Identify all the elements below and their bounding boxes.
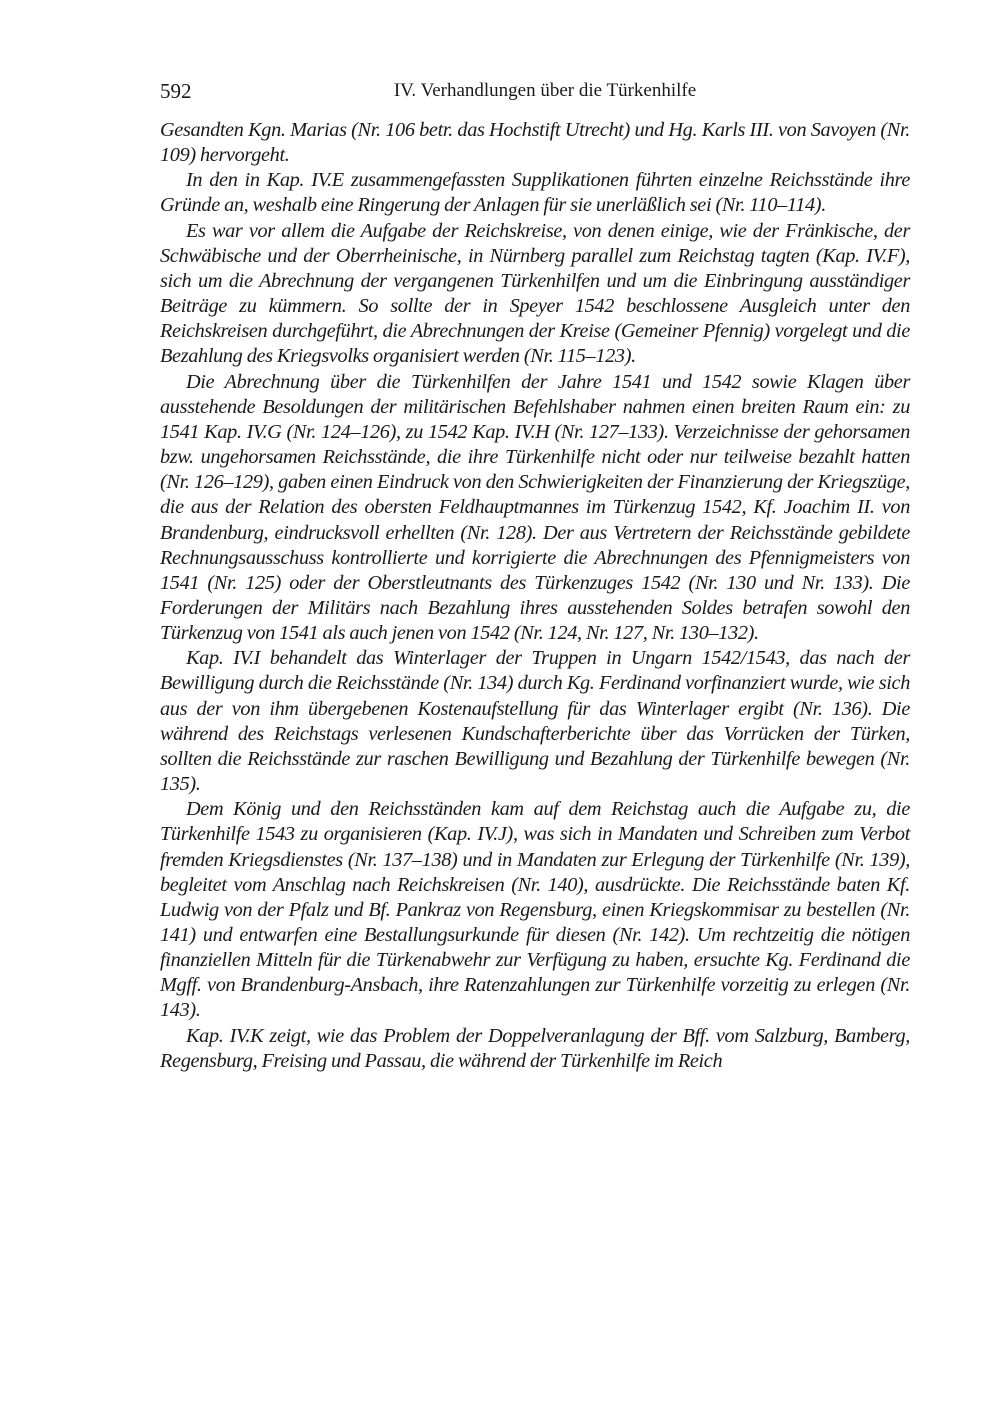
paragraph-continuation: Gesandten Kgn. Marias (Nr. 106 betr. das Hochstift Utrecht) und Hg. Karls III. von Savoyen (Nr. 109) hervorgeht. (160, 119, 910, 167)
paragraph-tuerkenhilfe-1543: Dem König und den Reichsständen kam auf dem Reichstag auch die Aufgabe zu, die Türkenhilfe 1543 zu organisieren (Kap. IV.J), was sich in Mandaten und Schreiben zum Verbot fremden Kriegsdienstes (Nr. 137–138) und in Mandaten zur Erlegung der Türkenhilfe (Nr. 139), begleitet vom Anschlag nach Reichskreisen (Nr. 140), ausdrückte. Die Reichsstände baten Kf. Ludwig von der Pfalz und Bf. Pankraz von Regensburg, einen Kriegskommisar zu bestellen (Nr. 141) und entwarfen eine Bestallungsurkunde für diesen (Nr. 142). Um rechtzeitig die nötigen finanziellen Mitteln für die Türkenabwehr zur Verfügung zu haben, ersuchte Kg. Ferdinand die Mgff. von Brandenburg-Ansbach, ihre Ratenzahlungen zur Türkenhilfe vorzeitig zu erlegen (Nr. 143). (160, 798, 910, 1022)
paragraph-supplikationen: In den in Kap. IV.E zusammengefassten Supplikationen führten einzelne Reichsstände ihre Gründe an, weshalb eine Ringerung der Anlagen für sie unerläßlich sei (Nr. 110–114). (160, 169, 910, 217)
paragraph-doppelveranlagung: Kap. IV.K zeigt, wie das Problem der Doppelveranlagung der Bff. vom Salzburg, Bamberg, Regensburg, Freising und Passau, die während der Türkenhilfe im Reich (160, 1024, 910, 1072)
paragraph-winterlager: Kap. IV.I behandelt das Winterlager der Truppen in Ungarn 1542/1543, das nach der Bewilligung durch die Reichsstände (Nr. 134) durch Kg. Ferdinand vorfinanziert wurde, wie sich aus der von ihm übergebenen Kostenaufstellung für das Winterlager ergibt (Nr. 136). Die während des Reichstags verlesenen Kundschafterberichte über das Vorrücken der Türken, sollten die Reichsstände zur raschen Bewilligung und Bezahlung der Türkenhilfe bewegen (Nr. 135). (160, 647, 910, 796)
page-number: 592 (160, 79, 192, 103)
paragraph-abrechnung: Die Abrechnung über die Türkenhilfen der Jahre 1541 und 1542 sowie Klagen über ausstehende Besoldungen der militärischen Befehlshaber nahmen einen breiten Raum ein: zu 1541 Kap. IV.G (Nr. 124–126), zu 1542 Kap. IV.H (Nr. 127–133). Verzeichnisse der gehorsamen bzw. ungehorsamen Reichsstände, die ihre Türkenhilfe nicht oder nur teilweise bezahlt hatten (Nr. 126–129), gaben einen Eindruck von den Schwierigkeiten der Finanzierung der Kriegszüge, die aus der Relation des obersten Feldhauptmannes im Türkenzug 1542, Kf. Joachim II. von Brandenburg, eindrucksvoll erhellten (Nr. 128). Der aus Vertretern der Reichsstände gebildete Rechnungsausschuss kontrollierte und korrigierte die Abrechnungen des Pfennigmeisters von 1541 (Nr. 125) oder der Oberstleutnants des Türkenzuges 1542 (Nr. 130 und Nr. 133). Die Forderungen der Militärs nach Bezahlung ihres ausstehenden Soldes betrafen sowohl den Türkenzug von 1541 als auch jenen von 1542 (Nr. 124, Nr. 127, Nr. 130–132). (160, 370, 910, 645)
page-header (160, 76, 910, 106)
body-text (160, 118, 910, 1074)
paragraph-reichskreise: Es war vor allem die Aufgabe der Reichskreise, von denen einige, wie der Fränkische, der Schwäbische und der Oberrheinische, in Nürnberg parallel zum Reichstag tagten (Kap. IV.F), sich um die Abrechnung der vergangenen Türkenhilfen und um die Einbringung ausständiger Beiträge zu kümmern. So sollte der in Speyer 1542 beschlossene Ausgleich unter den Reichskreisen durchgeführt, die Abrechnungen der Kreise (Gemeiner Pfennig) vorgelegt und die Bezahlung des Kriegsvolks organisiert werden (Nr. 115–123). (160, 219, 910, 368)
running-head: IV. Verhandlungen über die Türkenhilfe (393, 80, 697, 101)
